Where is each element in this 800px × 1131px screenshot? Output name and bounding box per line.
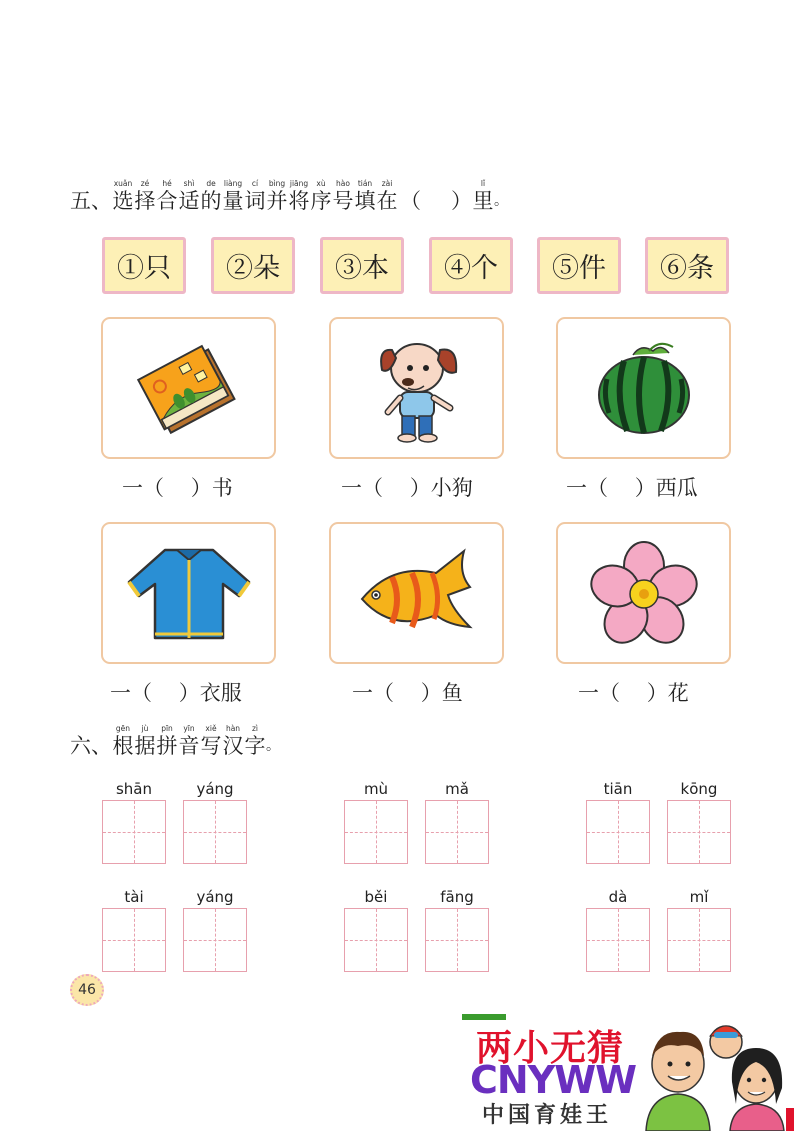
section6-char: zì 字 <box>244 724 266 758</box>
section5-last-char: lǐ 里 <box>472 179 494 213</box>
section5-period: 。 <box>494 193 508 209</box>
writing-box-group <box>667 778 731 864</box>
page-number: 46 <box>70 974 104 1006</box>
item-flower-text: 一（ ）花 <box>578 681 689 705</box>
writing-box-group <box>425 886 489 972</box>
item-watermelon-text: 一（ ）西瓜 <box>566 476 698 500</box>
pinyin-label: mǎ <box>445 780 469 798</box>
section5-number: 五、 <box>70 189 112 213</box>
section6-number: 六、 <box>70 734 112 758</box>
measure-word-card-5: ⑤件 <box>537 237 621 294</box>
flower-picture-box <box>556 522 731 664</box>
writing-box-group <box>102 886 166 972</box>
watermark-family-illustration <box>636 1012 796 1131</box>
pinyin-label: mù <box>363 780 389 798</box>
pinyin-label: yáng <box>196 780 234 798</box>
section6-char: jù 据 <box>134 724 156 758</box>
section5-char: zé 择 <box>134 179 156 213</box>
watermark-latin: CNYWW <box>470 1058 637 1102</box>
pinyin-label: tiān <box>603 780 633 798</box>
section5-char: cí 词 <box>244 179 266 213</box>
pinyin-label: běi <box>364 888 388 906</box>
section6-char: xiě 写 <box>200 724 222 758</box>
tianzi-grid[interactable] <box>102 908 166 972</box>
pinyin-label: shān <box>115 780 153 798</box>
measure-word-card-3: ③本 <box>320 237 404 294</box>
section5-heading <box>70 178 508 213</box>
section5-char: xuǎn 选 <box>112 179 134 213</box>
tianzi-grid[interactable] <box>586 908 650 972</box>
measure-word-card-4: ④个 <box>429 237 513 294</box>
writing-box-group <box>183 778 247 864</box>
section5-char: zài 在 <box>376 179 398 213</box>
puppy-picture-box <box>329 317 504 459</box>
book-picture-box <box>101 317 276 459</box>
section5-char: bìng 并 <box>266 179 288 213</box>
watermelon-icon <box>589 333 699 443</box>
item-book-text: 一（ ）书 <box>122 476 233 500</box>
section5-paren-close: ） <box>451 189 472 213</box>
tianzi-grid[interactable] <box>586 800 650 864</box>
measure-word-card-2: ②朵 <box>211 237 295 294</box>
watermelon-picture-box <box>556 317 731 459</box>
pinyin-label: mǐ <box>689 888 709 906</box>
writing-box-group <box>183 886 247 972</box>
item-puppy-text: 一（ ）小狗 <box>341 476 473 500</box>
item-fish-text: 一（ ）鱼 <box>352 681 463 705</box>
writing-box-group <box>344 778 408 864</box>
tianzi-grid[interactable] <box>667 800 731 864</box>
section6-instruction <box>112 723 266 758</box>
pinyin-label: yáng <box>196 888 234 906</box>
section5-char: hé 合 <box>156 179 178 213</box>
jacket-picture-box <box>101 522 276 664</box>
section5-char: hào 号 <box>332 179 354 213</box>
book-icon <box>134 333 244 443</box>
tianzi-grid[interactable] <box>344 800 408 864</box>
section5-char: liàng 量 <box>222 179 244 213</box>
section6-char: hàn 汉 <box>222 724 244 758</box>
section5-instruction <box>112 178 398 213</box>
watermark-subtitle: 中国育娃王 <box>482 1103 613 1128</box>
pinyin-label: kōng <box>680 780 718 798</box>
writing-box-group <box>425 778 489 864</box>
fish-icon <box>352 543 482 643</box>
fish-picture-box <box>329 522 504 664</box>
section6-char: yīn 音 <box>178 724 200 758</box>
tianzi-grid[interactable] <box>667 908 731 972</box>
section6-period: 。 <box>266 738 280 754</box>
tianzi-grid[interactable] <box>425 908 489 972</box>
jacket-icon <box>119 538 259 648</box>
section5-char: de 的 <box>200 179 222 213</box>
watermark-title: 两小无猜 <box>476 1028 625 1069</box>
section6-char: gēn 根 <box>112 724 134 758</box>
section6-char: pīn 拼 <box>156 724 178 758</box>
pinyin-label: fāng <box>440 888 474 906</box>
section5-char: shì 适 <box>178 179 200 213</box>
measure-word-card-6: ⑥条 <box>645 237 729 294</box>
writing-box-group <box>102 778 166 864</box>
writing-box-group <box>667 886 731 972</box>
writing-box-group <box>344 886 408 972</box>
tianzi-grid[interactable] <box>344 908 408 972</box>
section5-char: tián 填 <box>354 179 376 213</box>
section5-paren-open: （ <box>400 189 421 213</box>
pinyin-label: tài <box>124 888 144 906</box>
section6-heading <box>70 723 280 758</box>
item-jacket-text: 一（ ）衣服 <box>110 681 242 705</box>
pinyin-label: dà <box>608 888 628 906</box>
tianzi-grid[interactable] <box>183 908 247 972</box>
tianzi-grid[interactable] <box>183 800 247 864</box>
writing-box-group <box>586 778 650 864</box>
tianzi-grid[interactable] <box>425 800 489 864</box>
flower-icon <box>589 538 699 648</box>
puppy-icon <box>362 328 472 448</box>
section5-char: xù 序 <box>310 179 332 213</box>
measure-word-card-1: ①只 <box>102 237 186 294</box>
section5-char: jiāng 将 <box>288 179 310 213</box>
writing-box-group <box>586 886 650 972</box>
tianzi-grid[interactable] <box>102 800 166 864</box>
